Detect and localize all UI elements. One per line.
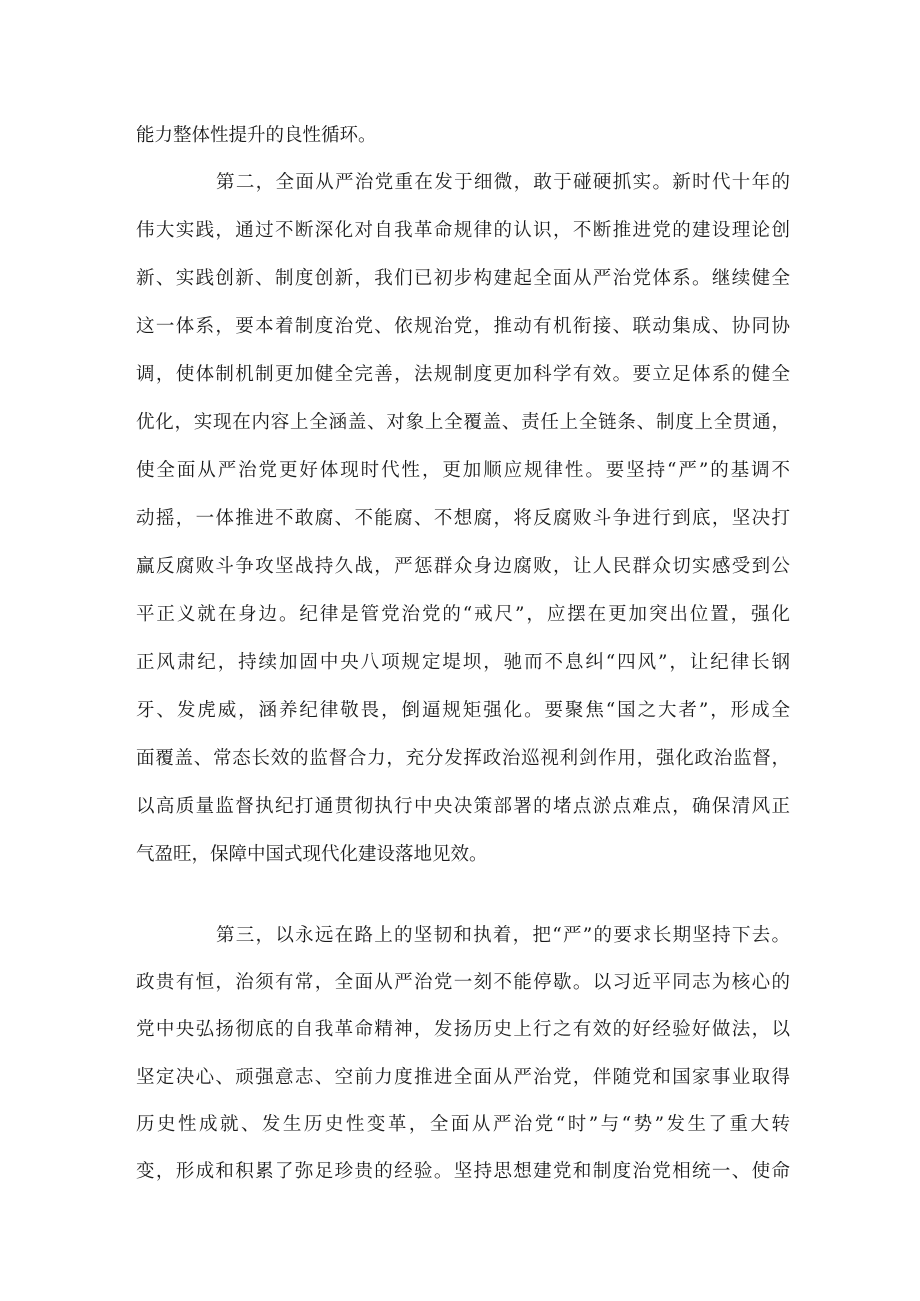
paragraph-line: 以高质量监督执纪打通贯彻执行中央决策部署的堵点淤点难点，确保清风正 xyxy=(136,796,790,817)
paragraph-line: 调，使体制机制更加健全完善，法规制度更加科学有效。要立足体系的健全 xyxy=(136,364,790,385)
paragraph-line: 优化，实现在内容上全涵盖、对象上全覆盖、责任上全链条、制度上全贯通， xyxy=(136,412,790,433)
paragraph-line: 牙、发虎威，涵养纪律敬畏，倒逼规矩强化。要聚焦“国之大者”，形成全 xyxy=(136,700,790,721)
paragraph-line: 伟大实践，通过不断深化对自我革命规律的认识，不断推进党的建设理论创 xyxy=(136,220,790,241)
paragraph-line: 第三，以永远在路上的坚韧和执着，把“严”的要求长期坚持下去。 xyxy=(216,925,790,946)
paragraph-line: 党中央弘扬彻底的自我革命精神，发扬历史上行之有效的好经验好做法，以 xyxy=(136,1019,790,1040)
paragraph-line: 第二，全面从严治党重在发于细微，敢于碰硬抓实。新时代十年的 xyxy=(216,172,790,193)
paragraph-line: 平正义就在身边。纪律是管党治党的“戒尺”，应摆在更加突出位置，强化 xyxy=(136,604,790,625)
paragraph-line: 动摇，一体推进不敢腐、不能腐、不想腐，将反腐败斗争进行到底，坚决打 xyxy=(136,508,790,529)
paragraph-line: 气盈旺，保障中国式现代化建设落地见效。 xyxy=(136,844,488,865)
paragraph-line: 这一体系，要本着制度治党、依规治党，推动有机衔接、联动集成、协同协 xyxy=(136,316,790,337)
paragraph-line: 面覆盖、常态长效的监督合力，充分发挥政治巡视利剑作用，强化政治监督， xyxy=(136,748,790,769)
paragraph-line: 政贵有恒，治须有常，全面从严治党一刻不能停歇。以习近平同志为核心的 xyxy=(136,972,790,993)
paragraph-line: 正风肃纪，持续加固中央八项规定堤坝，驰而不息纠“四风”，让纪律长钢 xyxy=(136,652,790,673)
paragraph-line: 新、实践创新、制度创新，我们已初步构建起全面从严治党体系。继续健全 xyxy=(136,268,790,289)
paragraph-line: 历史性成就、发生历史性变革，全面从严治党“时”与“势”发生了重大转 xyxy=(136,1114,790,1135)
paragraph-line: 使全面从严治党更好体现时代性，更加顺应规律性。要坚持“严”的基调不 xyxy=(136,460,790,481)
paragraph-line: 赢反腐败斗争攻坚战持久战，严惩群众身边腐败，让人民群众切实感受到公 xyxy=(136,556,790,577)
paragraph-line: 变，形成和积累了弥足珍贵的经验。坚持思想建党和制度治党相统一、使命 xyxy=(136,1161,790,1182)
paragraph-line: 坚定决心、顽强意志、空前力度推进全面从严治党，伴随党和国家事业取得 xyxy=(136,1067,790,1088)
paragraph-line: 能力整体性提升的良性循环。 xyxy=(136,125,377,146)
